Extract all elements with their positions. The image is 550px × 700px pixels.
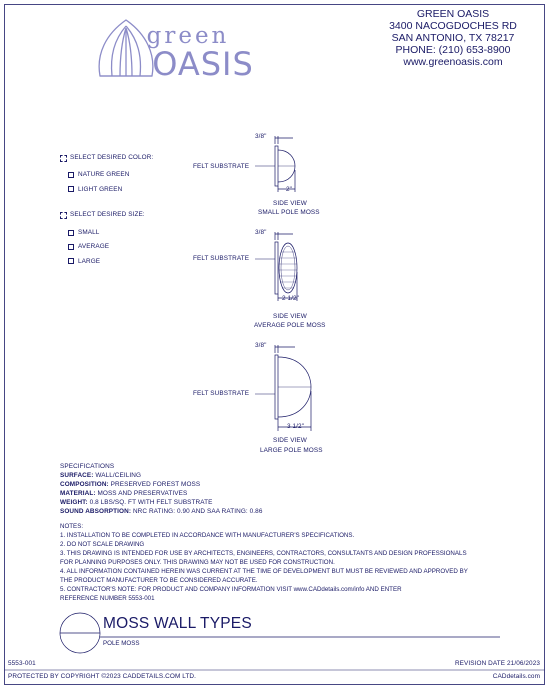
average-dim-bottom: 2 1/2": [282, 295, 300, 302]
drawing-title: MOSS WALL TYPES: [103, 615, 252, 632]
nature-green-checkbox[interactable]: [68, 172, 74, 178]
average-size-label: AVERAGE: [78, 243, 110, 250]
average-caption: AVERAGE POLE MOSS: [254, 322, 326, 329]
note-line: FOR PLANNING PURPOSES ONLY. THIS DRAWING MAY NOT BE USED FOR CONSTRUCTION.: [60, 559, 335, 566]
large-substrate-label: FELT SUBSTRATE: [193, 390, 250, 397]
small-size-label: SMALL: [78, 229, 100, 236]
select-size-checkbox[interactable]: [60, 212, 67, 219]
small-pole-moss-drawing: [255, 136, 335, 196]
nature-green-label: NATURE GREEN: [78, 171, 130, 178]
small-caption: SMALL POLE MOSS: [258, 209, 320, 216]
drawing-number: 5553-001: [8, 660, 36, 667]
note-line: 3. THIS DRAWING IS INTENDED FOR USE BY ARCHITECTS, ENGINEERS, CONTRACTORS, CONSULTANTS AND DESIGN PROFESSIONALS: [60, 550, 467, 557]
spec-weight: WEIGHT: 0.8 LBS/SQ. FT WITH FELT SUBSTRATE: [60, 499, 213, 506]
company-city: SAN ANTONIO, TX 78217: [391, 32, 515, 44]
large-dim-bottom: 3 1/2": [287, 423, 305, 430]
select-color-checkbox[interactable]: [60, 155, 67, 162]
note-line: REFERENCE NUMBER 5553-001: [60, 595, 155, 602]
small-dim-bottom: 2": [286, 186, 293, 193]
large-dim-top: 3/8": [255, 342, 267, 349]
large-size-label: LARGE: [78, 258, 101, 265]
large-caption: LARGE POLE MOSS: [260, 447, 323, 454]
select-size-heading: SELECT DESIRED SIZE:: [70, 211, 145, 218]
select-color-heading: SELECT DESIRED COLOR:: [70, 154, 154, 161]
note-line: THE PRODUCT MANUFACTURER TO BE CONSIDERED ACCURATE.: [60, 577, 258, 584]
copyright-text: PROTECTED BY COPYRIGHT ©2023 CADDETAILS.COM LTD.: [8, 673, 197, 680]
title-block-graphics: [0, 605, 550, 665]
notes-heading: NOTES:: [60, 523, 84, 530]
note-line: 1. INSTALLATION TO BE COMPLETED IN ACCORDANCE WITH MANUFACTURER'S SPECIFICATIONS.: [60, 532, 355, 539]
specifications-heading: SPECIFICATIONS: [60, 463, 115, 470]
large-size-checkbox[interactable]: [68, 258, 74, 264]
average-pole-moss-drawing: [255, 232, 335, 304]
light-green-label: LIGHT GREEN: [78, 186, 123, 193]
note-line: 5. CONTRACTOR'S NOTE: FOR PRODUCT AND COMPANY INFORMATION VISIT www.CADdetails.com/info AND ENTER: [60, 586, 402, 593]
spec-composition: COMPOSITION: PRESERVED FOREST MOSS: [60, 481, 201, 488]
note-line: 2. DO NOT SCALE DRAWING: [60, 541, 145, 548]
average-view-label: SIDE VIEW: [273, 313, 307, 320]
average-size-checkbox[interactable]: [68, 244, 74, 250]
company-name: GREEN OASIS: [416, 8, 490, 20]
small-size-checkbox[interactable]: [68, 230, 74, 236]
spec-material: MATERIAL: MOSS AND PRESERVATIVES: [60, 490, 188, 497]
green-oasis-logo: [88, 16, 268, 88]
small-dim-top: 3/8": [255, 133, 267, 140]
spec-surface: SURFACE: WALL/CEILING: [60, 472, 142, 479]
small-view-label: SIDE VIEW: [273, 200, 307, 207]
caddetails-brand[interactable]: CADdetails.com: [492, 673, 540, 680]
average-dim-top: 3/8": [255, 229, 267, 236]
large-pole-moss-drawing: [255, 345, 345, 435]
logo-word-oasis: OASIS: [152, 45, 254, 83]
revision-date: REVISION DATE 21/06/2023: [454, 660, 540, 667]
logo-word-green: green: [146, 23, 230, 49]
small-substrate-label: FELT SUBSTRATE: [193, 163, 250, 170]
average-substrate-label: FELT SUBSTRATE: [193, 255, 250, 262]
drawing-subtitle: POLE MOSS: [103, 640, 140, 647]
note-line: 4. ALL INFORMATION CONTAINED HEREIN WAS CURRENT AT THE TIME OF DEVELOPMENT BUT MUST BE REVIEWED AND APPROVED BY: [60, 568, 468, 575]
company-phone: PHONE: (210) 653-8900: [395, 44, 511, 56]
large-view-label: SIDE VIEW: [273, 437, 307, 444]
light-green-checkbox[interactable]: [68, 186, 74, 192]
spec-sound-absorption: SOUND ABSORPTION: NRC RATING: 0.90 AND SAA RATING: 0.86: [60, 508, 263, 515]
company-info: [372, 8, 534, 68]
company-address: 3400 NACOGDOCHES RD: [389, 20, 517, 32]
company-website: www.greenoasis.com: [403, 56, 503, 68]
